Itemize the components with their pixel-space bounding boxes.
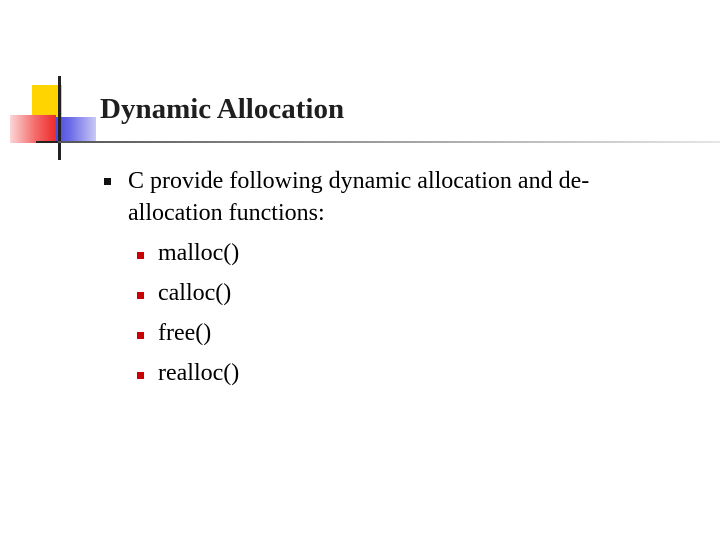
logo-icon (0, 0, 110, 170)
title-divider (58, 141, 720, 143)
sub-bullet-text: realloc() (158, 360, 240, 386)
sub-bullet-item (100, 353, 680, 393)
red-square-bullet-icon (137, 292, 144, 299)
red-square-bullet-icon (137, 332, 144, 339)
red-square-bullet-icon (137, 252, 144, 259)
logo-vertical-line (58, 76, 61, 160)
slide-title: Dynamic Allocation (100, 93, 345, 125)
logo-red-square (10, 115, 56, 143)
sub-bullet-item (100, 233, 680, 273)
sub-bullet-list (100, 233, 680, 393)
sub-bullet-item (100, 313, 680, 353)
bullet-item (100, 165, 680, 229)
bullet-text: C provide following dynamic allocation and de-allocation functions: (128, 168, 590, 226)
sub-bullet-text: free() (158, 320, 212, 346)
red-square-bullet-icon (137, 372, 144, 379)
sub-bullet-item (100, 273, 680, 313)
square-bullet-icon (104, 178, 111, 185)
sub-bullet-text: malloc() (158, 240, 240, 266)
sub-bullet-text: calloc() (158, 280, 232, 306)
slide-content (100, 165, 680, 393)
